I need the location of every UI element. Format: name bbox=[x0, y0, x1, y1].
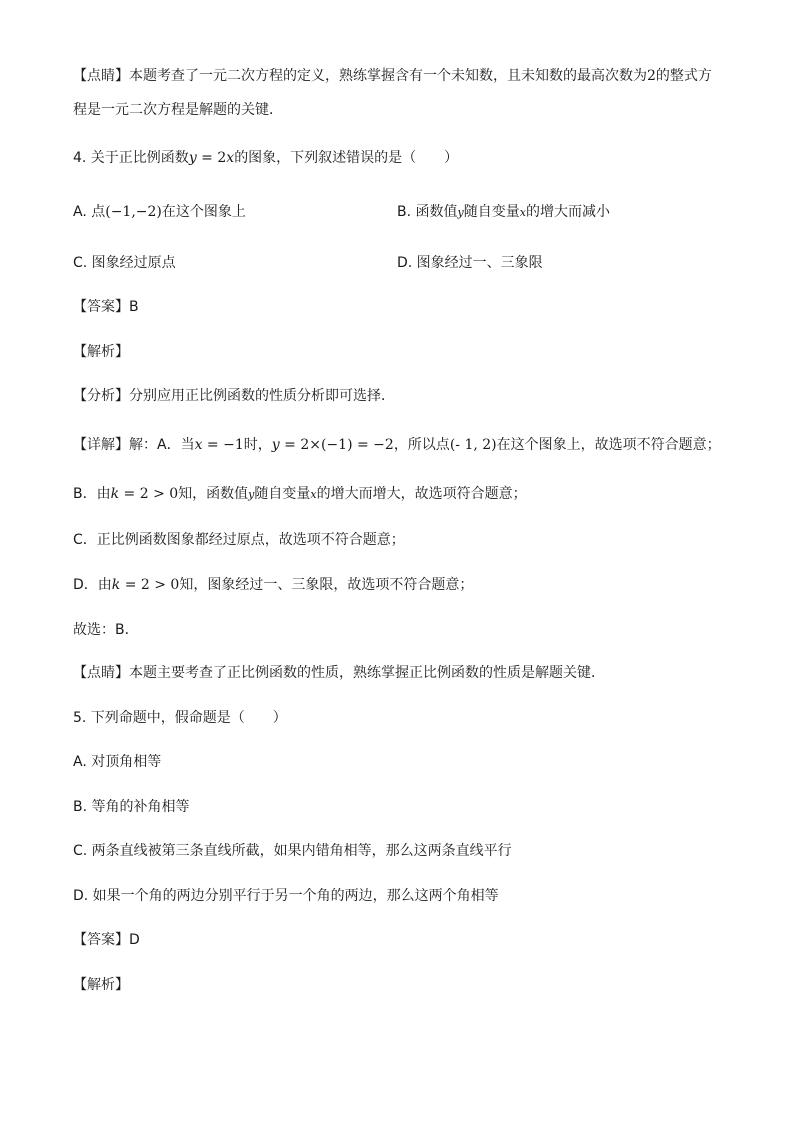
q5-option-c: C. 两条直线被第三条直线所截，如果内错角相等，那么这两条直线平行 bbox=[73, 843, 512, 859]
q5-option-a: A. 对顶角相等 bbox=[73, 754, 162, 770]
q4-option-b bbox=[397, 202, 610, 223]
intro-line-2: 程是一元二次方程是解题的关键． bbox=[73, 102, 283, 118]
math-var: y bbox=[457, 206, 464, 219]
q4-option-c: C. 图象经过原点 bbox=[73, 255, 176, 271]
q4-stem bbox=[73, 148, 458, 168]
math: (- 1, 2) bbox=[449, 437, 497, 453]
text: 的增大而减小 bbox=[525, 204, 610, 220]
text: 随自变量 bbox=[254, 486, 311, 502]
text: 【点睛】本题考查了一元二次方程的定义，熟练掌握含有一个未知数，且未知数的最高次数为 bbox=[73, 68, 647, 84]
text: 在这个图象上 bbox=[161, 204, 246, 220]
text: 的图象，下列叙述错误的是（ ） bbox=[234, 150, 459, 166]
q4-dianjing: 【点睛】本题主要考查了正比例函数的性质，熟练掌握正比例函数的性质是解题关键． bbox=[73, 665, 605, 681]
q5-answer: 【答案】D bbox=[73, 932, 140, 948]
math: (−1) bbox=[320, 437, 353, 453]
text: 时， bbox=[243, 437, 272, 453]
text: 的增大而增大，故选项符合题意； bbox=[316, 486, 527, 502]
math: = 2 bbox=[196, 150, 227, 166]
math-var: k bbox=[110, 486, 120, 502]
math: (−1,−2) bbox=[105, 204, 162, 220]
math-var: x bbox=[310, 488, 317, 501]
q4-answer: 【答案】B bbox=[73, 299, 139, 315]
math-var: k bbox=[111, 577, 121, 593]
q5-option-b: B. 等角的补角相等 bbox=[73, 799, 190, 815]
math: = 2 > 0 bbox=[119, 486, 179, 502]
q4-detail bbox=[73, 435, 721, 455]
text: ，所以点 bbox=[393, 437, 450, 453]
math-var: y bbox=[188, 150, 197, 166]
text: 4. 关于正比例函数 bbox=[73, 150, 189, 166]
q5-analysis: 【解析】 bbox=[73, 977, 129, 993]
q4-option-a bbox=[73, 202, 246, 222]
q4-fenxi: 【分析】分别应用正比例函数的性质分析即可选择． bbox=[73, 388, 395, 404]
q4-detail-d bbox=[73, 575, 473, 595]
math-var: y bbox=[248, 488, 255, 501]
q5-stem: 5. 下列命题中，假命题是（ ） bbox=[73, 710, 287, 726]
math: = −1 bbox=[202, 437, 244, 453]
text: 随自变量 bbox=[463, 204, 520, 220]
q4-detail-c: C．正比例函数图象都经过原点，故选项不符合题意； bbox=[73, 532, 405, 548]
text: 的整式方 bbox=[655, 68, 712, 84]
text: B. 函数值 bbox=[397, 204, 458, 220]
number: 2 bbox=[647, 68, 656, 84]
q4-choose: 故选：B． bbox=[73, 622, 139, 638]
q4-option-d: D. 图象经过一、三象限 bbox=[397, 255, 543, 271]
text: 知，图象经过一、三象限，故选项不符合题意； bbox=[179, 577, 474, 593]
text: 在这个图象上，故选项不符合题意； bbox=[496, 437, 721, 453]
math: = 2 > 0 bbox=[120, 577, 180, 593]
text: 知，函数值 bbox=[178, 486, 249, 502]
text: A. 点 bbox=[73, 204, 106, 220]
math-var: x bbox=[194, 437, 203, 453]
math-var: y bbox=[271, 437, 280, 453]
math: = 2× bbox=[279, 437, 321, 453]
q4-analysis: 【解析】 bbox=[73, 344, 129, 360]
q4-detail-b bbox=[73, 484, 527, 505]
intro-line-1 bbox=[73, 66, 712, 86]
math: = −2 bbox=[352, 437, 394, 453]
text: B．由 bbox=[73, 486, 111, 502]
math-var: x bbox=[226, 150, 235, 166]
text: 【详解】解：A．当 bbox=[73, 437, 195, 453]
math-var: x bbox=[519, 206, 526, 219]
q5-option-d: D. 如果一个角的两边分别平行于另一个角的两边，那么这两个角相等 bbox=[73, 888, 499, 904]
text: D．由 bbox=[73, 577, 112, 593]
